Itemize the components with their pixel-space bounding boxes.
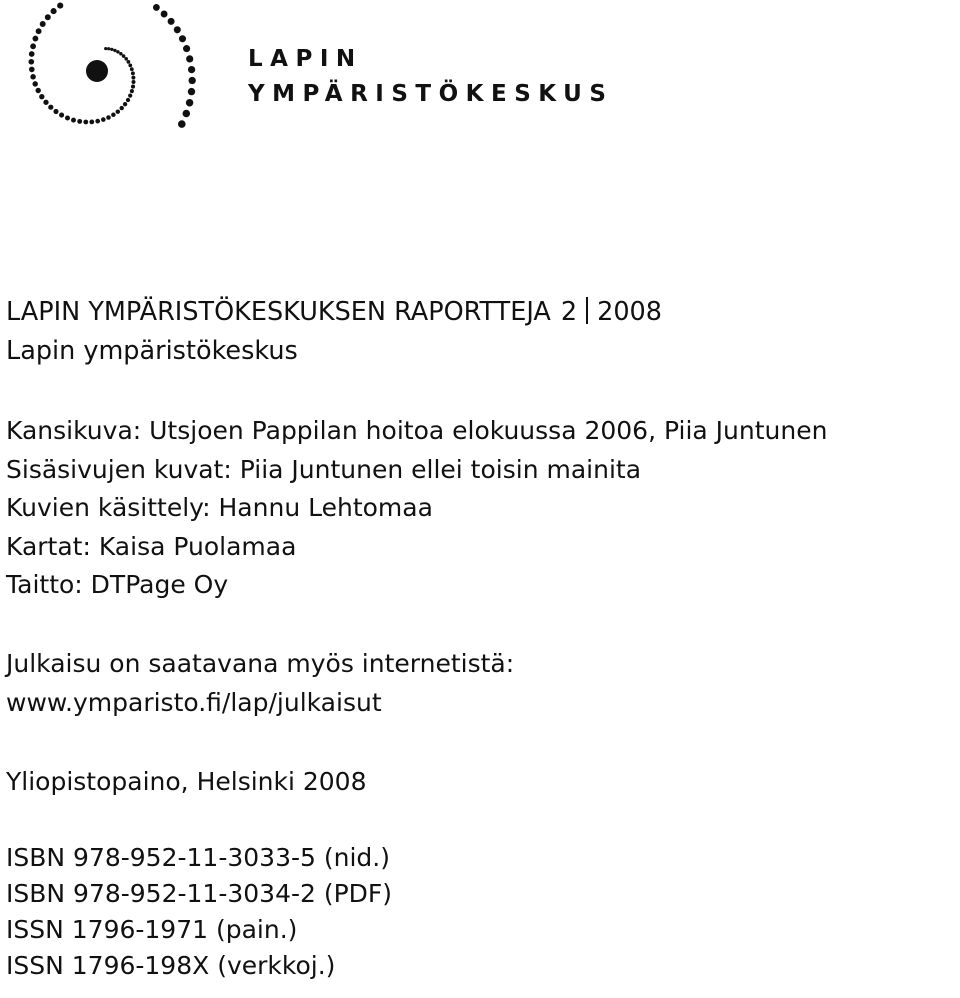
spiral-dot (124, 57, 128, 61)
credit-maps: Kartat: Kaisa Puolamaa (6, 531, 297, 561)
spiral-dot (178, 120, 186, 128)
series-year: 2008 (597, 297, 662, 327)
spiral-dot (40, 21, 46, 27)
spiral-dot (126, 98, 130, 102)
spiral-dot (30, 74, 36, 80)
spiral-dot (45, 14, 51, 20)
spiral-dot (183, 110, 191, 118)
spiral-dot (128, 64, 132, 68)
issn-web: ISSN 1796-198X (verkkoj.) (6, 951, 336, 980)
spiral-dot (153, 4, 160, 11)
spiral-dot (183, 45, 190, 52)
spiral-dot (65, 115, 70, 120)
spiral-dot (189, 77, 196, 84)
spiral-dot (131, 71, 135, 75)
spiral-dot (122, 54, 126, 58)
spiral-dot (28, 59, 34, 65)
spiral-dot (186, 55, 193, 62)
spiral-dot (131, 85, 135, 89)
spiral-dot (53, 109, 58, 114)
publication-url: www.ymparisto.fi/lap/julkaisut (6, 687, 382, 717)
spiral-dot (48, 105, 53, 110)
credit-layout: Taitto: DTPage Oy (6, 570, 229, 599)
credits-block (6, 412, 827, 605)
credit-inner-photos: Sisäsivujen kuvat: Piia Juntunen ellei toisin mainita (6, 454, 642, 484)
online-availability-text: Julkaisu on saatavana myös internetistä: (6, 649, 515, 678)
printer-line: Yliopistopaino, Helsinki 2008 (6, 767, 367, 796)
spiral-dot (128, 94, 132, 98)
spiral-dot (36, 88, 41, 93)
spiral-dot (131, 76, 135, 80)
series-separator (586, 297, 588, 324)
identifiers-block (6, 840, 392, 984)
spiral-dot (89, 120, 94, 125)
publisher-name: Lapin ympäristökeskus (6, 335, 298, 366)
logo-line-2: YMPÄRISTÖKESKUS (248, 81, 614, 107)
spiral-dot (131, 80, 135, 84)
spiral-dot (43, 100, 48, 105)
series-name: LAPIN YMPÄRISTÖKESKUKSEN RAPORTTEJA (6, 297, 551, 327)
spiral-dot (130, 67, 134, 71)
spiral-dot (113, 49, 116, 52)
spiral-dot (179, 35, 186, 42)
credit-cover-photo: Kansikuva: Utsjoen Pappilan hoitoa elokuussa 2006, Piia Juntunen (6, 416, 828, 445)
series-number: 2 (560, 297, 578, 327)
spiral-dot (119, 52, 123, 56)
spiral-dot (161, 11, 168, 18)
spiral-dot (107, 47, 110, 50)
spiral-dot (95, 119, 100, 124)
isbn-print: ISBN 978-952-11-3033-5 (nid.) (6, 843, 390, 872)
spiral-dot (188, 66, 195, 73)
series-title-line (6, 293, 662, 332)
credit-image-processing: Kuvien käsittely: Hannu Lehtomaa (6, 493, 433, 522)
online-availability-block (6, 645, 514, 722)
spiral-dot (101, 117, 106, 122)
spiral-dot (174, 26, 181, 33)
logo-line-1: LAPIN (248, 46, 363, 72)
spiral-dot (29, 51, 35, 57)
spiral-dot (168, 18, 175, 25)
spiral-dot (29, 67, 35, 73)
spiral-dot (116, 50, 119, 53)
spiral-dot (130, 89, 134, 93)
spiral-dot (71, 118, 76, 123)
spiral-dot (186, 99, 193, 106)
isbn-pdf: ISBN 978-952-11-3034-2 (PDF) (6, 879, 393, 908)
spiral-dot (127, 60, 131, 64)
spiral-dot (51, 8, 57, 14)
dotted-spiral-logo-icon (0, 0, 210, 190)
series-block (6, 293, 662, 370)
spiral-dot (110, 48, 113, 51)
spiral-dot (106, 115, 111, 120)
spiral-dot (36, 28, 42, 34)
spiral-dot (83, 120, 88, 125)
issn-print: ISSN 1796-1971 (pain.) (6, 915, 298, 944)
spiral-dot (32, 81, 37, 86)
spiral-dot (123, 102, 127, 106)
spiral-dot (120, 106, 124, 110)
logo-center-dot (86, 60, 108, 82)
spiral-dot (104, 47, 107, 50)
spiral-dot (111, 113, 116, 118)
spiral-dot (77, 119, 82, 124)
spiral-dot (32, 36, 38, 42)
spiral-dot (30, 43, 36, 49)
logo-wordmark (248, 42, 613, 112)
spiral-dot (39, 94, 44, 99)
spiral-dot (116, 109, 120, 113)
spiral-dot (188, 88, 195, 95)
spiral-dot (59, 113, 64, 118)
spiral-dot (57, 3, 63, 9)
